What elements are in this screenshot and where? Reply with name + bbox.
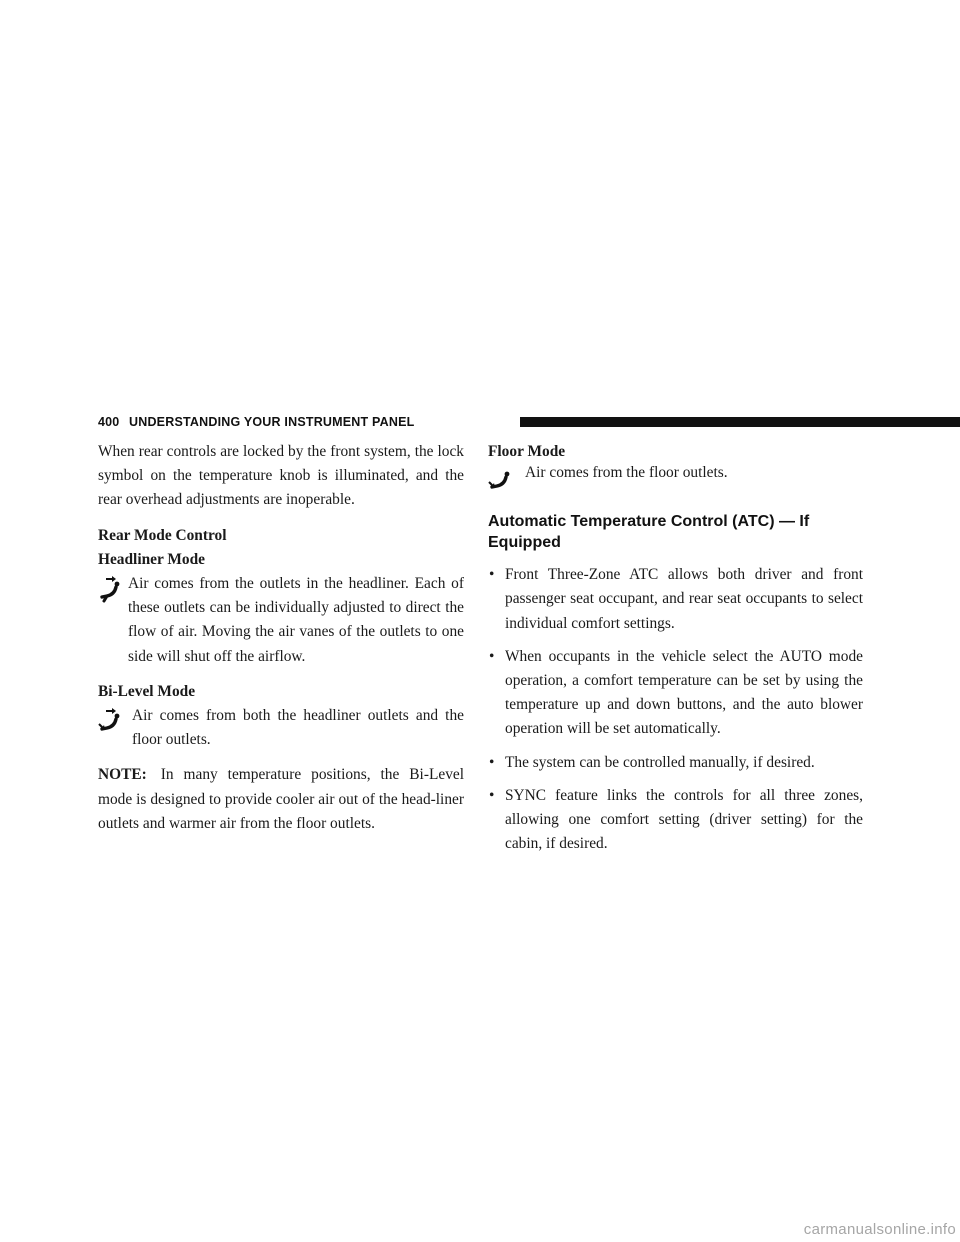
- atc-bullet-list: [488, 563, 863, 856]
- floor-mode-text: Air comes from the floor outlets.: [525, 464, 728, 482]
- left-column: [98, 440, 464, 836]
- watermark: carmanualsonline.info: [803, 1221, 956, 1238]
- atc-heading: Automatic Temperature Control (ATC) — If Equipped: [488, 513, 810, 552]
- bilevel-mode-text: Air comes from both the headliner outlets and the floor outlets.: [132, 707, 464, 749]
- list-item: • When occupants in the vehicle select the AUTO mode operation, a comfort temperature can be set by using the temperature up and down buttons, and the auto blower operation will be set automatically.: [489, 647, 863, 738]
- headliner-mode-text: Air comes from the outlets in the headliner. Each of these outlets can be individually adjusted to direct the flow of air. Moving the air vanes of the outlets to one side will shut off the airflow.: [128, 575, 464, 665]
- headliner-mode-icon: [98, 575, 122, 603]
- floor-mode-block: [488, 461, 863, 491]
- page-header: [98, 414, 862, 430]
- note-paragraph: [98, 763, 464, 836]
- page-number: 400: [98, 415, 120, 429]
- floor-mode-title: Floor Mode: [488, 443, 566, 460]
- bilevel-mode-block: [98, 704, 464, 752]
- headliner-mode-block: [98, 572, 464, 669]
- headliner-mode-title: Headliner Mode: [98, 550, 206, 568]
- bilevel-mode-title: Bi-Level Mode: [98, 682, 196, 700]
- section-title: UNDERSTANDING YOUR INSTRUMENT PANEL: [129, 415, 415, 429]
- rear-mode-heading: Rear Mode Control: [98, 526, 227, 544]
- list-item: • Front Three-Zone ATC allows both driver and front passenger seat occupant, and rear seat occupants to select individual comfort settings.: [489, 566, 863, 632]
- right-column: [488, 440, 863, 865]
- header-rule-bar: [520, 417, 960, 427]
- floor-mode-icon: [488, 465, 512, 493]
- intro-paragraph: When rear controls are locked by the front system, the lock symbol on the temperature knob is illuminated, and the rear overhead adjustments are inoperable.: [98, 443, 464, 509]
- note-text: In many temperature positions, the Bi-Level mode is designed to provide cooler air out of the head-liner outlets and warmer air from the floor outlets.: [98, 766, 464, 832]
- bilevel-mode-icon: [98, 707, 122, 735]
- list-item: • The system can be controlled manually, if desired.: [489, 753, 815, 771]
- list-item: • SYNC feature links the controls for all three zones, allowing one comfort setting (driver setting) for the cabin, if desired.: [489, 786, 863, 853]
- note-label: NOTE:: [98, 766, 147, 784]
